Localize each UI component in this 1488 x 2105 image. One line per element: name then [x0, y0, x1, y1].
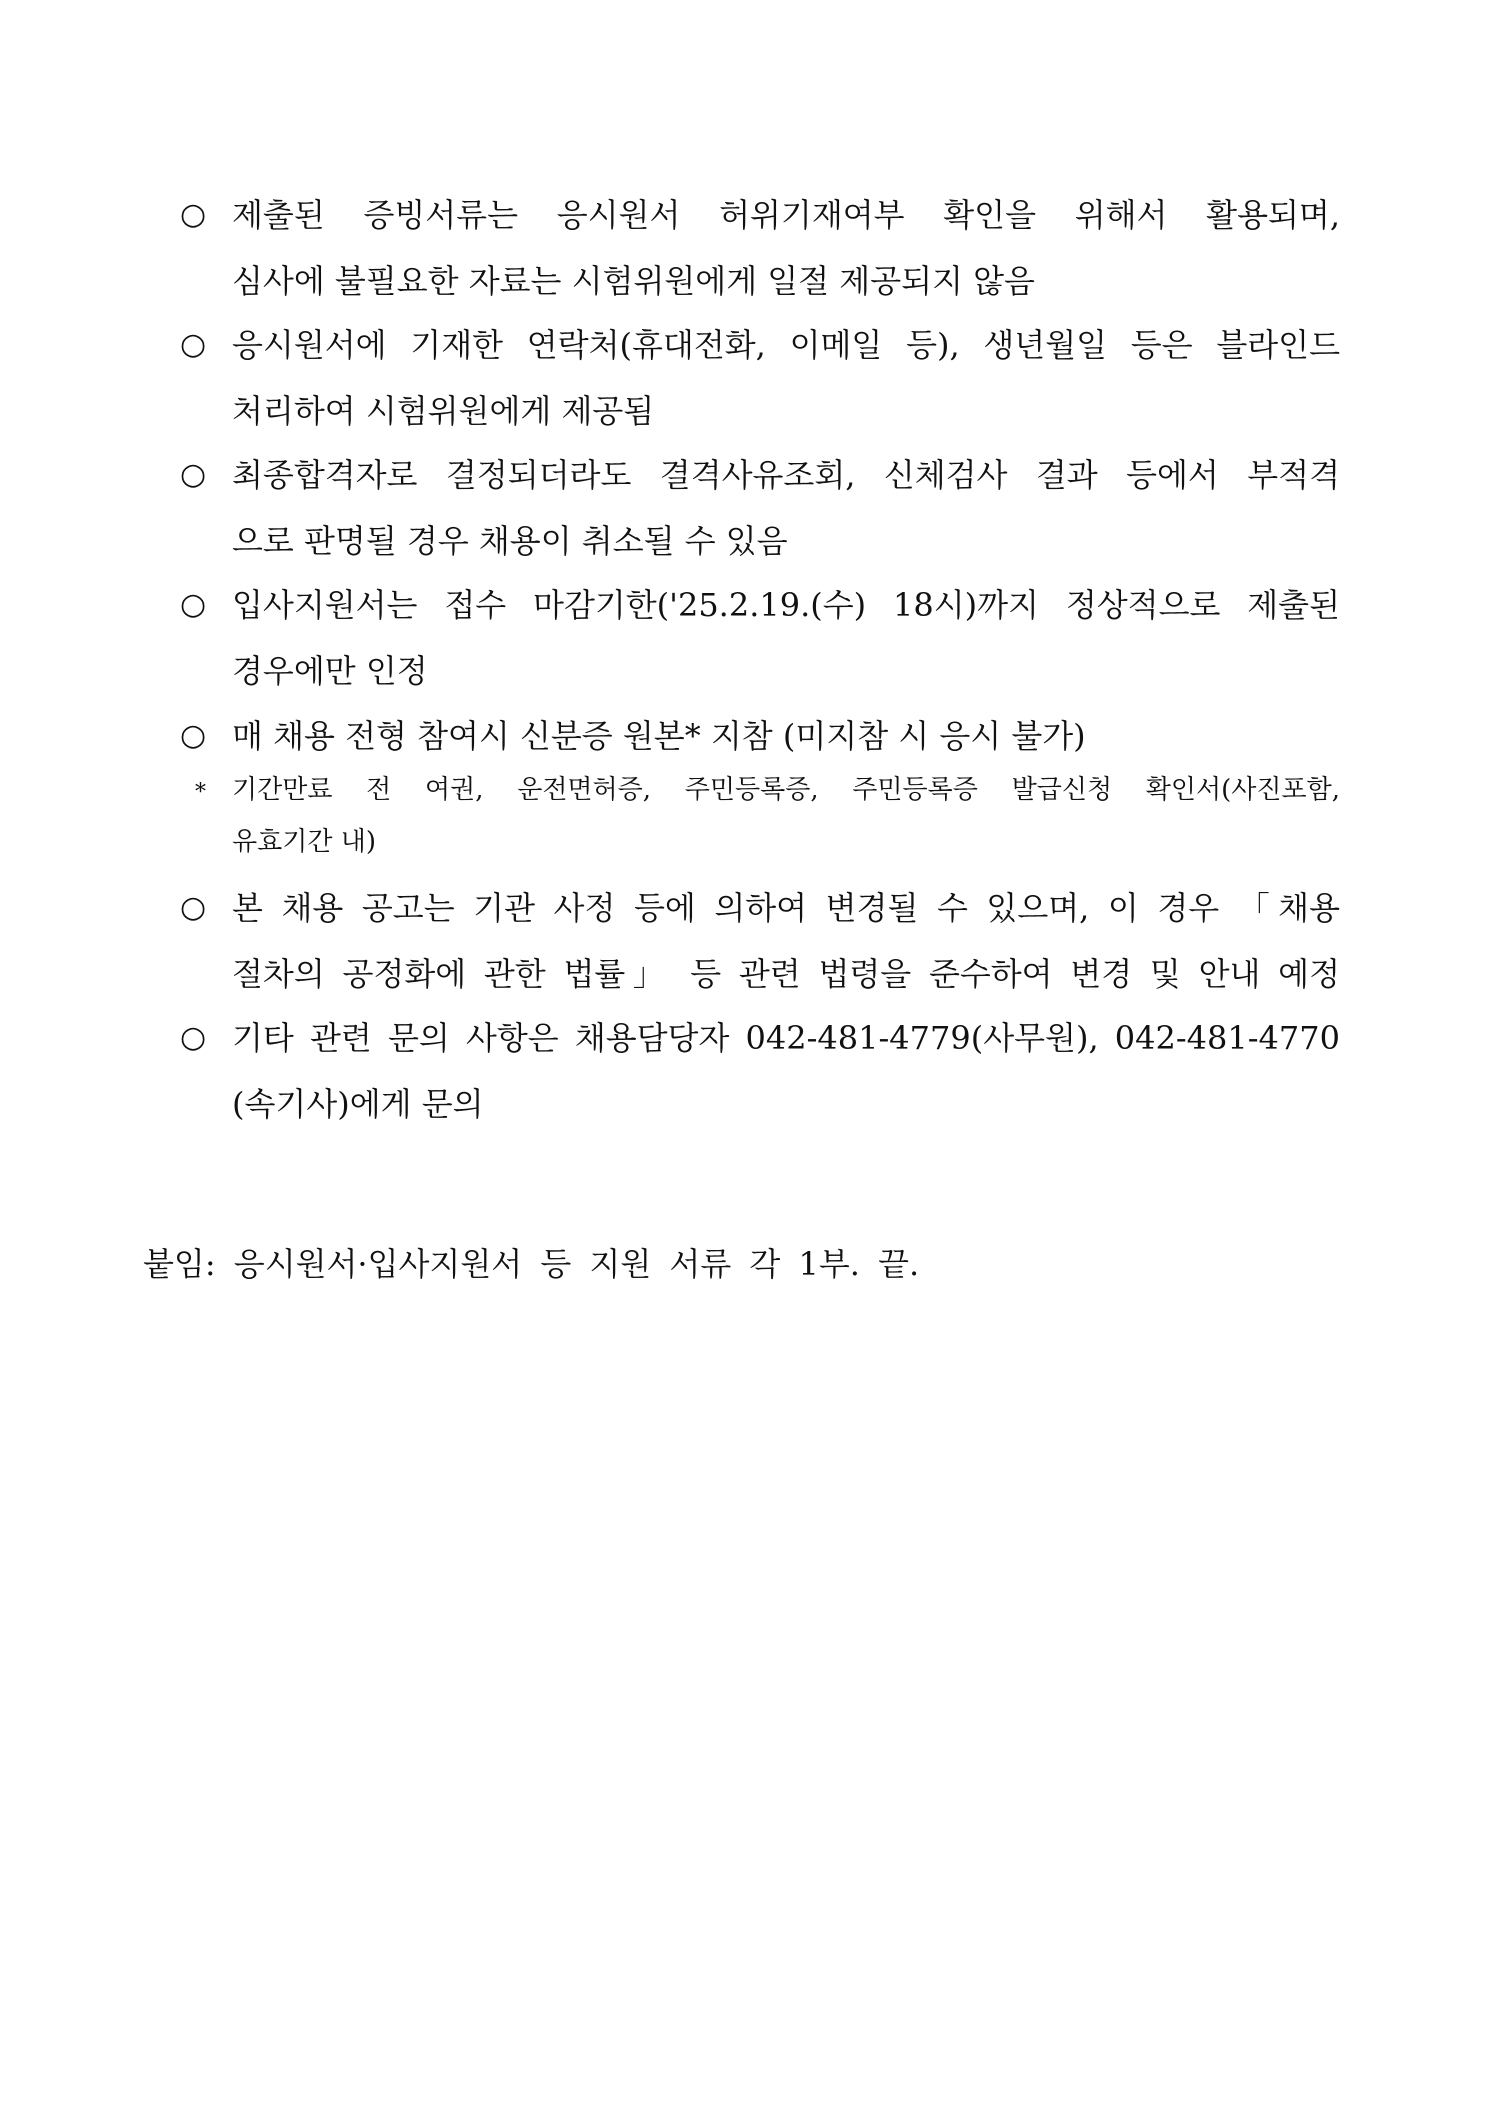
notice-item-2-line-2: 처리하여 시험위원에게 제공됨	[232, 392, 655, 430]
notice-item-5-line-1: 매 채용 전형 참여시 신분증 원본* 지참 (미지참 시 응시 불가)	[232, 717, 1086, 755]
bullet-circle-icon: ○	[180, 890, 207, 925]
bullet-circle-icon: ○	[180, 457, 207, 492]
notice-item-3	[180, 455, 1340, 561]
asterisk-mark: *	[195, 780, 206, 805]
notice-item-3-line-2: 으로 판명될 경우 채용이 취소될 수 있음	[232, 522, 788, 560]
notice-item-7	[180, 1018, 1340, 1124]
attachment-line: 붙임: 응시원서·입사지원서 등 지원 서류 각 1부. 끝.	[143, 1245, 920, 1283]
notice-item-6	[180, 888, 1340, 994]
notice-item-5	[180, 716, 1340, 756]
notice-item-2	[180, 325, 1340, 431]
bullet-circle-icon: ○	[180, 587, 207, 622]
footnote-line-1: 기간만료 전 여권, 운전면허증, 주민등록증, 주민등록증 발급신청 확인서(사진포함,	[232, 775, 1340, 805]
notice-item-4	[180, 585, 1340, 691]
bullet-circle-icon: ○	[180, 718, 207, 753]
footnote-id-types	[195, 773, 1340, 859]
bullet-circle-icon: ○	[180, 197, 207, 232]
notice-item-2-line-1: 응시원서에 기재한 연락처(휴대전화, 이메일 등), 생년월일 등은 블라인드	[232, 326, 1340, 364]
bullet-circle-icon: ○	[180, 327, 207, 362]
notice-item-1	[180, 195, 1340, 301]
notice-item-1-line-1: 제출된 증빙서류는 응시원서 허위기재여부 확인을 위해서 활용되며,	[232, 196, 1340, 234]
footnote-line-2: 유효기간 내)	[232, 827, 376, 857]
notice-item-6-line-2: 절차의 공정화에 관한 법률」 등 관련 법령을 준수하여 변경 및 안내 예정	[232, 955, 1340, 993]
notice-item-3-line-1: 최종합격자로 결정되더라도 결격사유조회, 신체검사 결과 등에서 부적격	[232, 456, 1340, 494]
notice-item-4-line-1: 입사지원서는 접수 마감기한('25.2.19.(수) 18시)까지 정상적으로 제출된	[232, 586, 1340, 624]
notice-item-7-line-2: (속기사)에게 문의	[232, 1085, 484, 1123]
notice-item-7-line-1: 기타 관련 문의 사항은 채용담당자 042-481-4779(사무원), 042-481-4770	[232, 1019, 1340, 1057]
notice-item-1-line-2: 심사에 불필요한 자료는 시험위원에게 일절 제공되지 않음	[232, 262, 1035, 300]
notice-item-6-line-1: 본 채용 공고는 기관 사정 등에 의하여 변경될 수 있으며, 이 경우 「채용	[232, 889, 1340, 927]
bullet-circle-icon: ○	[180, 1020, 207, 1055]
notice-item-4-line-2: 경우에만 인정	[232, 652, 428, 690]
